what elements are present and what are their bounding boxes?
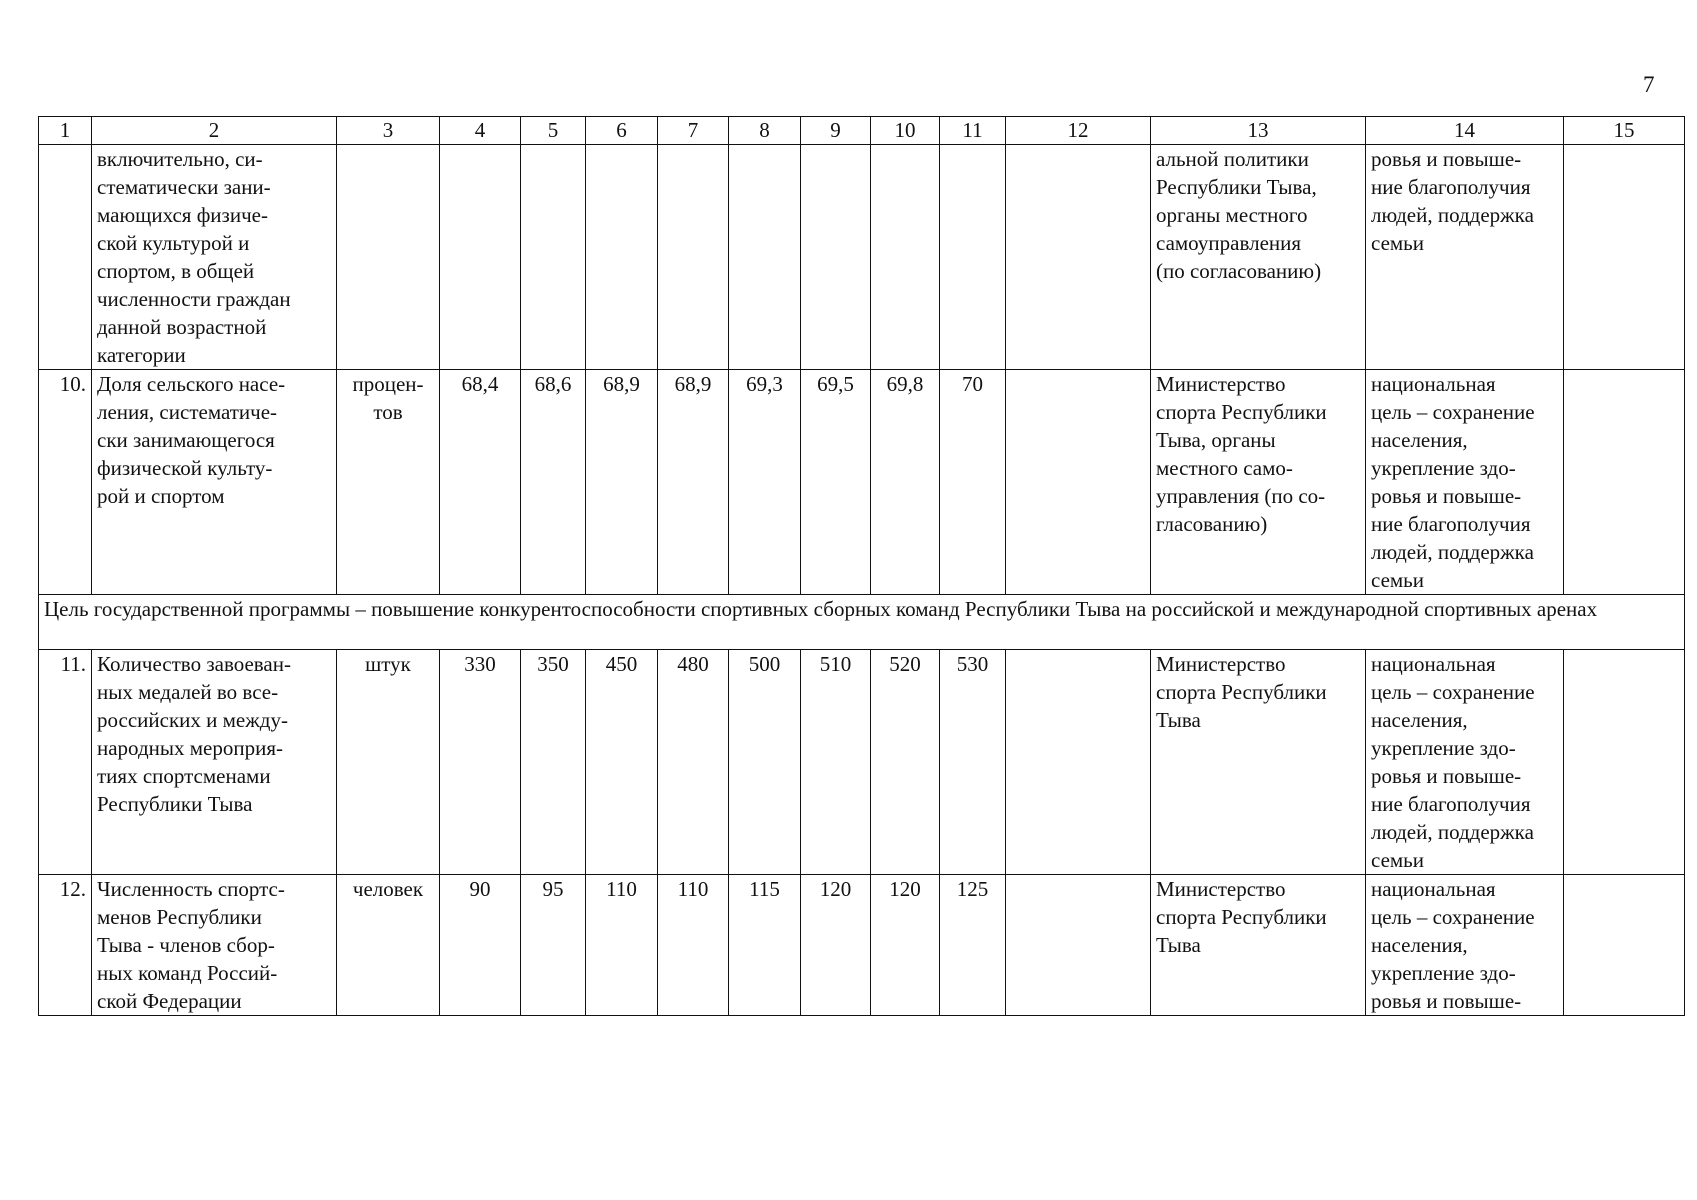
indicator-name: включительно, си- стематически зани- мающихся физиче- ской культурой и спортом, в общей численности граждан данной возрастной категории (92, 145, 337, 370)
indicators-table (38, 116, 1685, 1016)
column-number: 9 (801, 117, 871, 145)
row-number: 10. (39, 370, 92, 595)
value-cell: 120 (801, 875, 871, 1016)
unit-cell: человек (337, 875, 440, 1016)
value-cell: 110 (586, 875, 658, 1016)
unit-cell (337, 145, 440, 370)
responsible-agency: Министерство спорта Республики Тыва (1151, 875, 1366, 1016)
empty-cell (1006, 650, 1151, 875)
value-cell: 68,9 (658, 370, 729, 595)
national-goal: национальная цель – сохранение населения, укрепление здо- ровья и повыше- ние благополучия людей, поддержка семьи (1366, 370, 1564, 595)
value-cell (871, 145, 940, 370)
column-number: 4 (440, 117, 521, 145)
value-cell (801, 145, 871, 370)
empty-cell (1006, 145, 1151, 370)
national-goal: ровья и повыше- ние благополучия людей, поддержка семьи (1366, 145, 1564, 370)
value-cell: 68,6 (521, 370, 586, 595)
column-number: 3 (337, 117, 440, 145)
responsible-agency: альной политики Республики Тыва, органы местного самоуправления (по согласованию) (1151, 145, 1366, 370)
value-cell: 69,5 (801, 370, 871, 595)
column-number: 2 (92, 117, 337, 145)
row-number (39, 145, 92, 370)
national-goal: национальная цель – сохранение населения, укрепление здо- ровья и повыше- ние благополучия людей, поддержка семьи (1366, 650, 1564, 875)
indicator-name: Численность спортс- менов Республики Тыва - членов сбор- ных команд Россий- ской Федерации (92, 875, 337, 1016)
value-cell: 530 (940, 650, 1006, 875)
row-number: 11. (39, 650, 92, 875)
value-cell (521, 145, 586, 370)
program-goal-row (39, 595, 1685, 650)
empty-cell (1564, 875, 1685, 1016)
row-number: 12. (39, 875, 92, 1016)
table-row (39, 650, 1685, 875)
value-cell: 110 (658, 875, 729, 1016)
empty-cell (1006, 875, 1151, 1016)
empty-cell (1564, 370, 1685, 595)
value-cell: 450 (586, 650, 658, 875)
value-cell: 69,8 (871, 370, 940, 595)
column-number: 14 (1366, 117, 1564, 145)
empty-cell (1564, 145, 1685, 370)
value-cell: 68,9 (586, 370, 658, 595)
indicator-name: Доля сельского насе- ления, систематиче- ски занимающегося физической культу- рой и спортом (92, 370, 337, 595)
national-goal: национальная цель – сохранение населения, укрепление здо- ровья и повыше- (1366, 875, 1564, 1016)
value-cell (940, 145, 1006, 370)
value-cell (729, 145, 801, 370)
value-cell: 95 (521, 875, 586, 1016)
unit-cell: процен- тов (337, 370, 440, 595)
column-number: 15 (1564, 117, 1685, 145)
column-number: 1 (39, 117, 92, 145)
empty-cell (1006, 370, 1151, 595)
column-number: 12 (1006, 117, 1151, 145)
table-row (39, 370, 1685, 595)
value-cell (440, 145, 521, 370)
value-cell (658, 145, 729, 370)
page-number: 7 (1643, 72, 1655, 97)
value-cell: 520 (871, 650, 940, 875)
value-cell: 500 (729, 650, 801, 875)
responsible-agency: Министерство спорта Республики Тыва (1151, 650, 1366, 875)
value-cell: 115 (729, 875, 801, 1016)
value-cell: 330 (440, 650, 521, 875)
column-number-row (39, 117, 1685, 145)
value-cell: 69,3 (729, 370, 801, 595)
value-cell (586, 145, 658, 370)
column-number: 8 (729, 117, 801, 145)
column-number: 5 (521, 117, 586, 145)
responsible-agency: Министерство спорта Республики Тыва, органы местного само- управления (по со- гласованию) (1151, 370, 1366, 595)
value-cell: 350 (521, 650, 586, 875)
value-cell: 90 (440, 875, 521, 1016)
indicator-name: Количество завоеван- ных медалей во все- российских и между- народных мероприя- тиях спортсменами Республики Тыва (92, 650, 337, 875)
unit-cell: штук (337, 650, 440, 875)
table-row (39, 145, 1685, 370)
column-number: 11 (940, 117, 1006, 145)
value-cell: 125 (940, 875, 1006, 1016)
value-cell: 480 (658, 650, 729, 875)
empty-cell (1564, 650, 1685, 875)
value-cell: 68,4 (440, 370, 521, 595)
column-number: 10 (871, 117, 940, 145)
value-cell: 120 (871, 875, 940, 1016)
value-cell: 510 (801, 650, 871, 875)
column-number: 13 (1151, 117, 1366, 145)
program-goal-text: Цель государственной программы – повышение конкурентоспособности спортивных сборных команд Республики Тыва на российской и международной спортивных аренах (39, 595, 1685, 650)
column-number: 7 (658, 117, 729, 145)
column-number: 6 (586, 117, 658, 145)
table-row (39, 875, 1685, 1016)
value-cell: 70 (940, 370, 1006, 595)
